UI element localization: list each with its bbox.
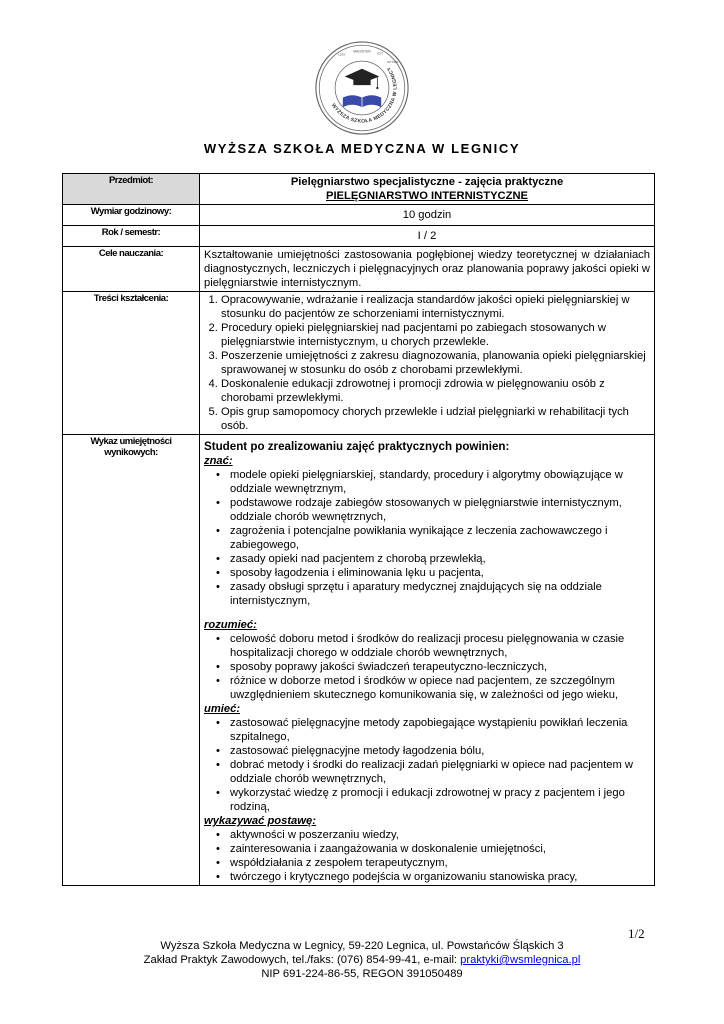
list-item: 1. Opracowywanie, wdrażanie i realizacja standardów jakości opieki pielęgniarskiej w stosunku do pacjentów ze schorzeniami internistycznymi.: [221, 293, 650, 321]
list-postawe: [204, 828, 650, 884]
list-item: 3. Poszerzenie umiejętności z zakresu diagnozowania, planowania opieki pielęgniarskiej sprawowanej w stosunku do osób z chorobami przewlekłymi.: [221, 349, 650, 377]
value-cele: Kształtowanie umiejętności zastosowania pogłębionej wiedzy teoretycznej w działaniach diagnostycznych, leczniczych i pielęgnacyjnych oraz planowania poprawy jakości opieki w pielęgniarstwie internistycznym.: [200, 247, 655, 292]
page-number: 1/2: [628, 926, 645, 941]
label-rok: Rok / semestr:: [63, 226, 200, 247]
seal-left-text: LEGI: [338, 52, 346, 57]
list-znac: [204, 468, 650, 608]
footer-contact: [0, 953, 724, 967]
list-item: • zastosować pielęgnacyjne metody zapobiegające wystąpieniu powikłań leczenia szpitalnego,: [220, 716, 650, 744]
course-name: Pielęgniarstwo specjalistyczne - zajęcia praktyczne: [290, 176, 564, 188]
content-list: [204, 293, 650, 433]
heading-umiec: umieć:: [204, 703, 241, 715]
label-tresci: Treści kształcenia:: [63, 292, 200, 435]
list-item: • współdziałania z zespołem terapeutycznym,: [220, 856, 650, 870]
list-item: • zagrożenia i potencjalne powikłania wynikające z leczenia zachowawczego i zabiegowego,: [220, 524, 650, 552]
row-rok: [63, 226, 655, 247]
list-item: • zastosować pielęgnacyjne metody łagodzenia bólu,: [220, 744, 650, 758]
row-cele: [63, 247, 655, 292]
footer: [0, 939, 724, 981]
list-item: • twórczego i krytycznego podejścia w organizowaniu stanowiska pracy,: [220, 870, 650, 884]
value-wykaz: [200, 435, 655, 886]
open-book-icon: [343, 95, 381, 107]
email-link[interactable]: praktyki@wsmlegnica.pl: [460, 954, 581, 966]
value-przedmiot: [200, 174, 655, 205]
seal-right-text: EST: [377, 51, 384, 56]
value-wymiar: 10 godzin: [200, 205, 655, 226]
seal-top-text: MAGISTER: [353, 49, 371, 54]
list-item: 5. Opis grup samopomocy chorych przewlekle i udział pielęgniarki w rehabilitacji tych osób.: [221, 405, 650, 433]
syllabus-table: [62, 173, 655, 886]
label-cele: Cele nauczania:: [63, 247, 200, 292]
list-item: • wykorzystać wiedzę z promocji i edukacji zdrowotnej w pracy z pacjentem i jego rodziną,: [220, 786, 650, 814]
seal-right2-text: OPTIME: [386, 60, 399, 65]
list-item: • modele opieki pielęgniarskiej, standardy, procedury i algorytmy obowiązujące w oddziale wewnętrznym,: [220, 468, 650, 496]
heading-postawe: wykazywać postawę:: [204, 815, 316, 827]
seal-ring-text: WYŻSZA SZKOŁA MEDYCZNA W LEGNICY: [329, 65, 399, 125]
list-umiec: [204, 716, 650, 814]
footer-registration: NIP 691-224-86-55, REGON 391050489: [261, 968, 463, 980]
list-item: • sposoby łagodzenia i eliminowania lęku u pacjenta,: [220, 566, 650, 580]
course-module: PIELĘGNIARSTWO INTERNISTYCZNE: [325, 190, 528, 202]
row-przedmiot: [63, 174, 655, 205]
footer-address: Wyższa Szkoła Medyczna w Legnicy, 59-220 Legnica, ul. Powstańców Śląskich 3: [160, 940, 564, 952]
list-item: • zainteresowania i zaangażowania w doskonalenie umiejętności,: [220, 842, 650, 856]
label-wykaz: Wykaz umiejętności wynikowych:: [63, 435, 200, 886]
university-seal-logo: [314, 40, 410, 136]
list-item: • dobrać metody i środki do realizacji zadań pielęgniarki w opiece nad pacjentem w oddziale chorób wewnętrznych,: [220, 758, 650, 786]
label-przedmiot: Przedmiot:: [63, 174, 200, 205]
list-item: • zasady opieki nad pacjentem z chorobą przewlekłą,: [220, 552, 650, 566]
label-wymiar: Wymiar godzinowy:: [63, 205, 200, 226]
graduation-cap-icon: [345, 69, 380, 89]
heading-znac: znać:: [204, 455, 233, 467]
list-item: • podstawowe rodzaje zabiegów stosowanych w pielęgniarstwie internistycznym, oddziale chorób wewnętrznych,: [220, 496, 650, 524]
value-tresci: [200, 292, 655, 435]
list-item: 4. Doskonalenie edukacji zdrowotnej i promocji zdrowia w pielęgnowaniu osób z chorobami przewlekłymi.: [221, 377, 650, 405]
outcomes-intro: Student po zrealizowaniu zajęć praktycznych powinien:: [204, 440, 510, 453]
list-rozumiec: [204, 632, 650, 702]
school-title: WYŻSZA SZKOŁA MEDYCZNA W LEGNICY: [203, 141, 521, 156]
value-rok: I / 2: [200, 226, 655, 247]
heading-rozumiec: rozumieć:: [204, 619, 257, 631]
row-wymiar: [63, 205, 655, 226]
footer-contact-text: Zakład Praktyk Zawodowych, tel./faks: (076) 854-99-41, e-mail:: [143, 954, 461, 966]
row-wykaz: [63, 435, 655, 886]
list-item: • celowość doboru metod i środków do realizacji procesu pielęgnowania w czasie hospitalizacji chorego w oddziale chorób wewnętrznych,: [220, 632, 650, 660]
list-item: • aktywności w poszerzaniu wiedzy,: [220, 828, 650, 842]
list-item: • zasady obsługi sprzętu i aparatury medycznej znajdujących się na oddziale internistycznym,: [220, 580, 650, 608]
list-item: • sposoby poprawy jakości świadczeń terapeutyczno-leczniczych,: [220, 660, 650, 674]
list-item: 2. Procedury opieki pielęgniarskiej nad pacjentami po zabiegach stosowanych w pielęgniarstwie internistycznym, u chorych przewlekle.: [221, 321, 650, 349]
row-tresci: [63, 292, 655, 435]
list-item: • różnice w doborze metod i środków w opiece nad pacjentem, ze szczególnym uwzględnieniem skutecznego komunikowania się, w zależności od jego wieku,: [220, 674, 650, 702]
